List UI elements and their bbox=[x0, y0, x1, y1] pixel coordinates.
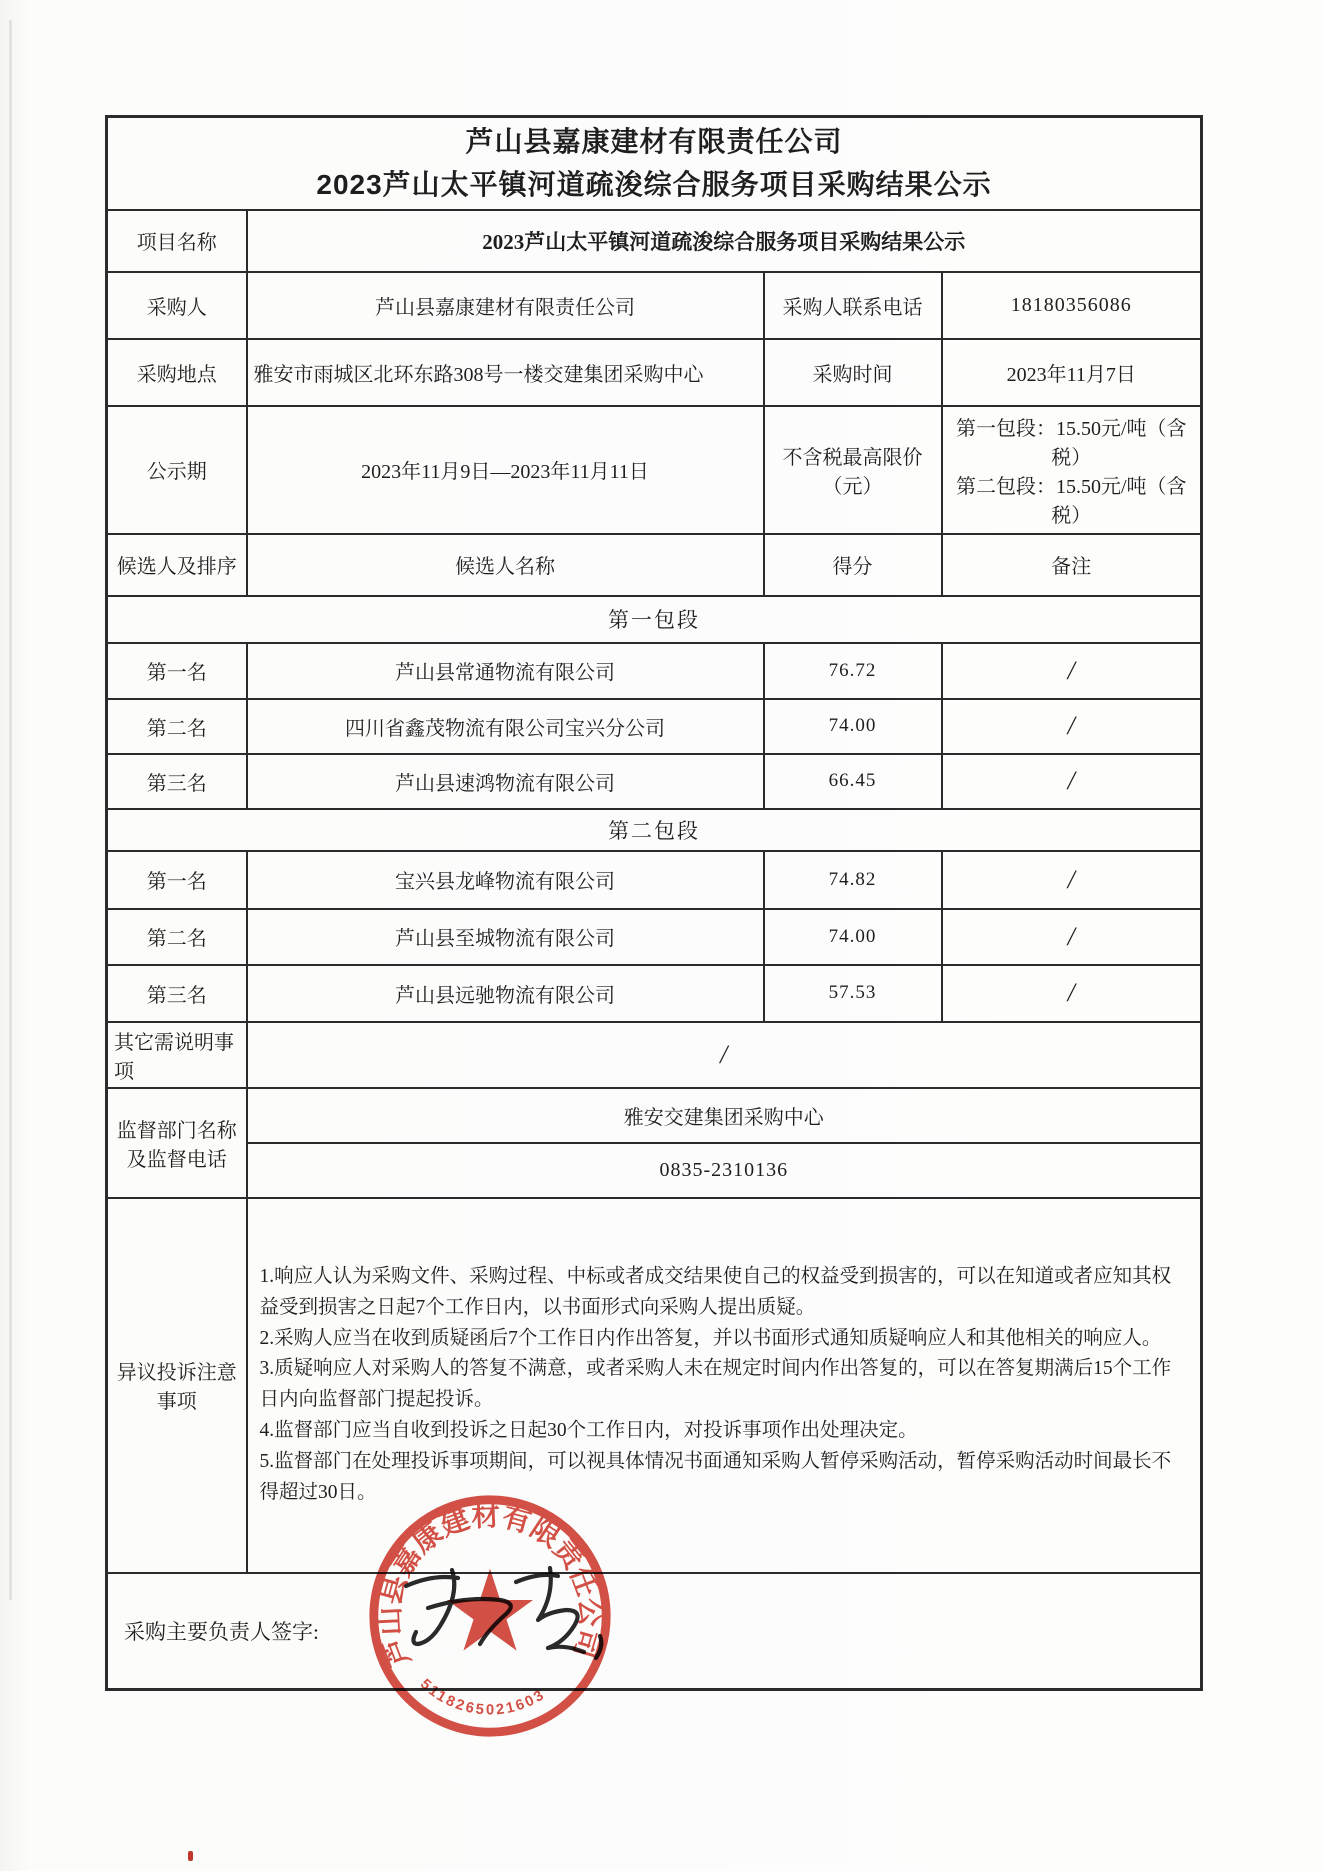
project-title-line: 2023芦山太平镇河道疏浚综合服务项目采购结果公示 bbox=[316, 169, 992, 201]
table-row bbox=[107, 965, 1202, 1022]
time-value: 2023年11月7日 bbox=[942, 339, 1202, 406]
supervision-department: 雅安交建集团采购中心 bbox=[247, 1088, 1202, 1143]
scan-edge-artifact bbox=[9, 20, 12, 1600]
score-cell: 74.00 bbox=[764, 909, 942, 965]
signature-row bbox=[107, 1573, 1202, 1690]
notice-item: 2.采购人应当在收到质疑函后7个工作日内作出答复，并以书面形式通知质疑响应人和其他相关的响应人。 bbox=[259, 1327, 1162, 1349]
table-row bbox=[107, 699, 1202, 754]
score-cell: 57.53 bbox=[764, 965, 942, 1022]
contact-value: 18180356086 bbox=[942, 272, 1202, 339]
remark-cell: / bbox=[942, 965, 1202, 1022]
time-label: 采购时间 bbox=[764, 339, 942, 406]
candidate-name-cell: 宝兴县龙峰物流有限公司 bbox=[247, 851, 764, 909]
table-row bbox=[107, 909, 1202, 965]
rank-cell: 第三名 bbox=[107, 965, 247, 1022]
table-row bbox=[107, 643, 1202, 699]
scan-red-speck bbox=[188, 1851, 193, 1861]
remark-cell: / bbox=[942, 699, 1202, 754]
contact-label: 采购人联系电话 bbox=[764, 272, 942, 339]
project-name-label: 项目名称 bbox=[107, 210, 247, 272]
score-cell: 76.72 bbox=[764, 643, 942, 699]
candidate-name-cell: 芦山县至城物流有限公司 bbox=[247, 909, 764, 965]
other-notes-value: / bbox=[247, 1022, 1202, 1088]
maxprice-package2: 第二包段：15.50元/吨（含税） bbox=[955, 475, 1187, 527]
supervision-phone: 0835-2310136 bbox=[247, 1143, 1202, 1198]
remark-header: 备注 bbox=[942, 534, 1202, 596]
location-label: 采购地点 bbox=[107, 339, 247, 406]
rank-cell: 第一名 bbox=[107, 851, 247, 909]
document-title bbox=[107, 117, 1202, 210]
rank-header: 候选人及排序 bbox=[107, 534, 247, 596]
location-value: 雅安市雨城区北环东路308号一楼交建集团采购中心 bbox=[247, 339, 764, 406]
signature-label: 采购主要负责人签字: bbox=[124, 1620, 319, 1645]
notice-item: 3.质疑响应人对采购人的答复不满意，或者采购人未在规定时间内作出答复的，可以在答复期满后15个工作日内向监督部门提起投诉。 bbox=[259, 1358, 1172, 1411]
table-row bbox=[107, 851, 1202, 909]
seal-number-text: 5118265021603 bbox=[416, 1676, 549, 1719]
score-header: 得分 bbox=[764, 534, 942, 596]
section-title-package2: 第二包段 bbox=[107, 809, 1202, 851]
candidate-name-cell: 芦山县远驰物流有限公司 bbox=[247, 965, 764, 1022]
candidate-name-cell: 四川省鑫茂物流有限公司宝兴分公司 bbox=[247, 699, 764, 754]
maxprice-label: 不含税最高限价（元） bbox=[764, 406, 942, 534]
rank-cell: 第二名 bbox=[107, 909, 247, 965]
score-cell: 74.00 bbox=[764, 699, 942, 754]
candidate-name-cell: 芦山县速鸿物流有限公司 bbox=[247, 754, 764, 809]
maxprice-value bbox=[942, 406, 1202, 534]
remark-cell: / bbox=[942, 909, 1202, 965]
supervision-label: 监督部门名称及监督电话 bbox=[107, 1088, 247, 1198]
candidate-name-cell: 芦山县常通物流有限公司 bbox=[247, 643, 764, 699]
remark-cell: / bbox=[942, 851, 1202, 909]
publicity-label: 公示期 bbox=[107, 406, 247, 534]
company-title-line: 芦山县嘉康建材有限责任公司 bbox=[465, 126, 843, 157]
objection-notice bbox=[247, 1198, 1202, 1573]
project-name-value: 2023芦山太平镇河道疏浚综合服务项目采购结果公示 bbox=[247, 210, 1202, 272]
purchaser-value: 芦山县嘉康建材有限责任公司 bbox=[247, 272, 764, 339]
notice-item: 5.监督部门在处理投诉事项期间，可以视具体情况书面通知采购人暂停采购活动，暂停采购活动时间最长不得超过30日。 bbox=[259, 1450, 1172, 1503]
score-cell: 66.45 bbox=[764, 754, 942, 809]
name-header: 候选人名称 bbox=[247, 534, 764, 596]
notice-item: 4.监督部门应当自收到投诉之日起30个工作日内，对投诉事项作出处理决定。 bbox=[259, 1420, 918, 1442]
rank-cell: 第三名 bbox=[107, 754, 247, 809]
remark-cell: / bbox=[942, 754, 1202, 809]
remark-cell: / bbox=[942, 643, 1202, 699]
other-notes-label: 其它需说明事项 bbox=[107, 1022, 247, 1088]
table-row bbox=[107, 754, 1202, 809]
rank-cell: 第二名 bbox=[107, 699, 247, 754]
rank-cell: 第一名 bbox=[107, 643, 247, 699]
score-cell: 74.82 bbox=[764, 851, 942, 909]
purchaser-label: 采购人 bbox=[107, 272, 247, 339]
procurement-result-table bbox=[105, 115, 1203, 1691]
publicity-value: 2023年11月9日—2023年11月11日 bbox=[247, 406, 764, 534]
seal-company-text: 芦山县嘉康建材有限责任公司 bbox=[373, 1499, 607, 1671]
notice-item: 1.响应人认为采购文件、采购过程、中标或者成交结果使自己的权益受到损害的，可以在知道或者应知其权益受到损害之日起7个工作日内，以书面形式向采购人提出质疑。 bbox=[259, 1266, 1172, 1318]
maxprice-package1: 第一包段：15.50元/吨（含税） bbox=[955, 417, 1187, 469]
section-title-package1: 第一包段 bbox=[107, 596, 1202, 643]
objection-label: 异议投诉注意事项 bbox=[107, 1198, 247, 1573]
